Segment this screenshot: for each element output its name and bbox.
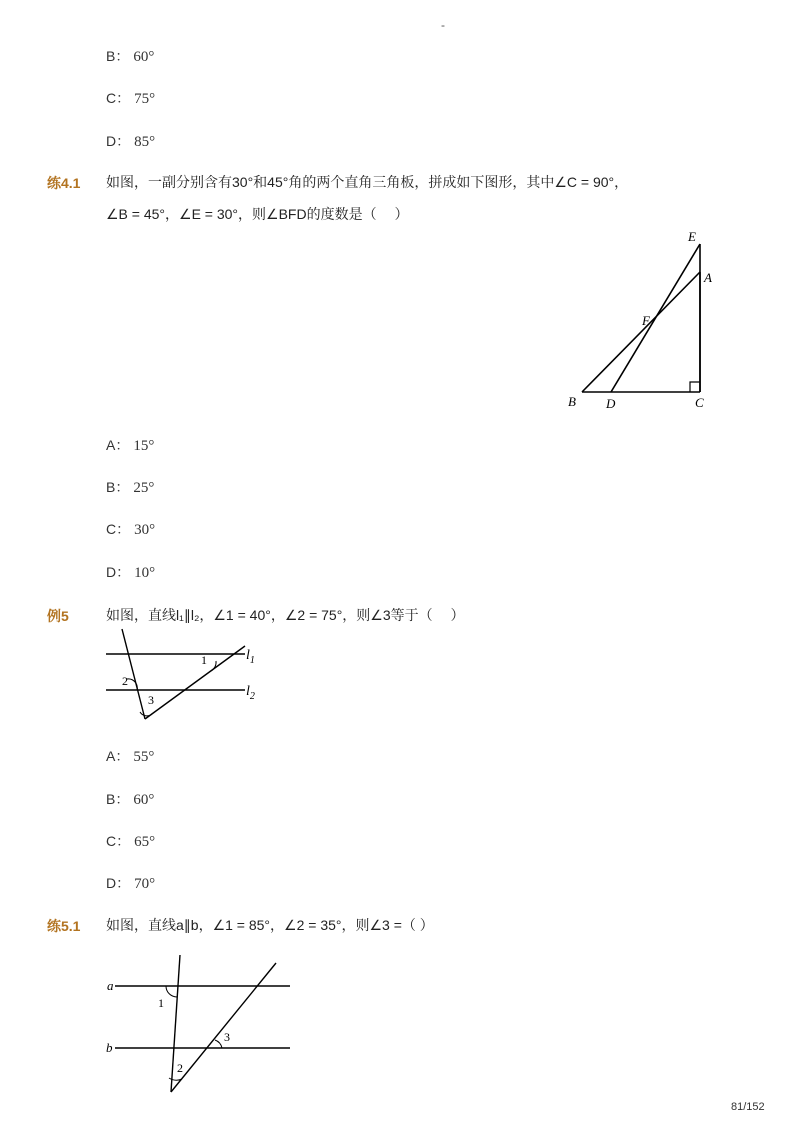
- question-text-line2: ∠B = 45°，∠E = 30°，则∠BFD的度数是（ ）: [106, 206, 409, 222]
- option-c[interactable]: [106, 88, 155, 108]
- option-label: A：: [106, 748, 130, 764]
- question-text: 如图，直线l₁∥l₂，∠1 = 40°，∠2 = 75°，则∠3等于（ ）: [106, 607, 465, 623]
- label-a: a: [107, 978, 114, 993]
- option-value: 60°: [133, 49, 155, 65]
- line-de: [611, 244, 700, 392]
- angle-1-arc: [166, 986, 177, 997]
- option-a[interactable]: [106, 746, 154, 766]
- option-label: C：: [106, 521, 131, 537]
- triangle-figure: [560, 225, 720, 415]
- transversal-slant: [171, 963, 276, 1092]
- label-a: A: [704, 270, 712, 285]
- label-c: C: [695, 395, 704, 410]
- right-angle-mark: [690, 382, 700, 392]
- option-value: 10°: [134, 565, 156, 581]
- option-value: 85°: [134, 134, 156, 150]
- header-dash: -: [441, 18, 445, 32]
- option-c[interactable]: [106, 831, 155, 851]
- parallel-lines-figure-2: [100, 955, 300, 1100]
- option-value: 75°: [134, 91, 156, 107]
- option-value: 55°: [133, 749, 155, 765]
- option-label: C：: [106, 90, 131, 106]
- angle-2-label: 2: [177, 1061, 183, 1075]
- option-b[interactable]: [106, 789, 154, 809]
- option-label: B：: [106, 479, 130, 495]
- label-e: E: [688, 229, 696, 244]
- label-d: D: [606, 396, 616, 411]
- option-label: B：: [106, 791, 130, 807]
- angle-3-arc: [140, 712, 152, 716]
- question-id: 练4.1: [47, 175, 81, 191]
- line-ba: [582, 272, 700, 392]
- option-a[interactable]: [106, 435, 154, 455]
- option-value: 25°: [133, 480, 155, 496]
- page-number: 81/152: [731, 1101, 765, 1113]
- option-c[interactable]: [106, 519, 155, 539]
- angle-1-label: 1: [158, 996, 164, 1010]
- question-text-line1: 如图，一副分别含有30°和45°角的两个直角三角板，拼成如下图形，其中∠C = 90°，: [106, 174, 629, 190]
- option-value: 30°: [134, 522, 156, 538]
- option-value: 70°: [134, 876, 156, 892]
- option-value: 60°: [133, 792, 155, 808]
- parallel-lines-figure: [100, 626, 280, 726]
- angle-1-label: 1: [201, 653, 207, 667]
- label-f: F: [642, 313, 650, 328]
- option-label: C：: [106, 833, 131, 849]
- option-d[interactable]: [106, 873, 155, 893]
- option-label: D：: [106, 875, 131, 891]
- option-label: B：: [106, 48, 130, 64]
- question-id: 练5.1: [47, 918, 81, 934]
- option-value: 15°: [133, 438, 155, 454]
- angle-3-label: 3: [224, 1030, 230, 1044]
- angle-3-label: 3: [148, 693, 154, 707]
- angle-2-arc: [169, 1078, 182, 1080]
- label-b: b: [106, 1040, 113, 1055]
- option-label: D：: [106, 133, 131, 149]
- option-d[interactable]: [106, 562, 155, 582]
- label-l1: $l_1$: [246, 648, 255, 666]
- option-d[interactable]: [106, 131, 155, 151]
- label-b: B: [568, 394, 576, 409]
- angle-2-label: 2: [122, 674, 128, 688]
- angle-3-arc: [215, 1040, 222, 1048]
- option-b[interactable]: [106, 477, 154, 497]
- question-id: 例5: [47, 608, 69, 624]
- label-l2: $l_2$: [246, 684, 255, 702]
- question-text: 如图，直线a∥b，∠1 = 85°，∠2 = 35°，则∠3 =（ ）: [106, 917, 434, 933]
- option-label: D：: [106, 564, 131, 580]
- transversal-right: [145, 646, 245, 719]
- option-label: A：: [106, 437, 130, 453]
- option-value: 65°: [134, 834, 156, 850]
- option-b[interactable]: [106, 46, 154, 66]
